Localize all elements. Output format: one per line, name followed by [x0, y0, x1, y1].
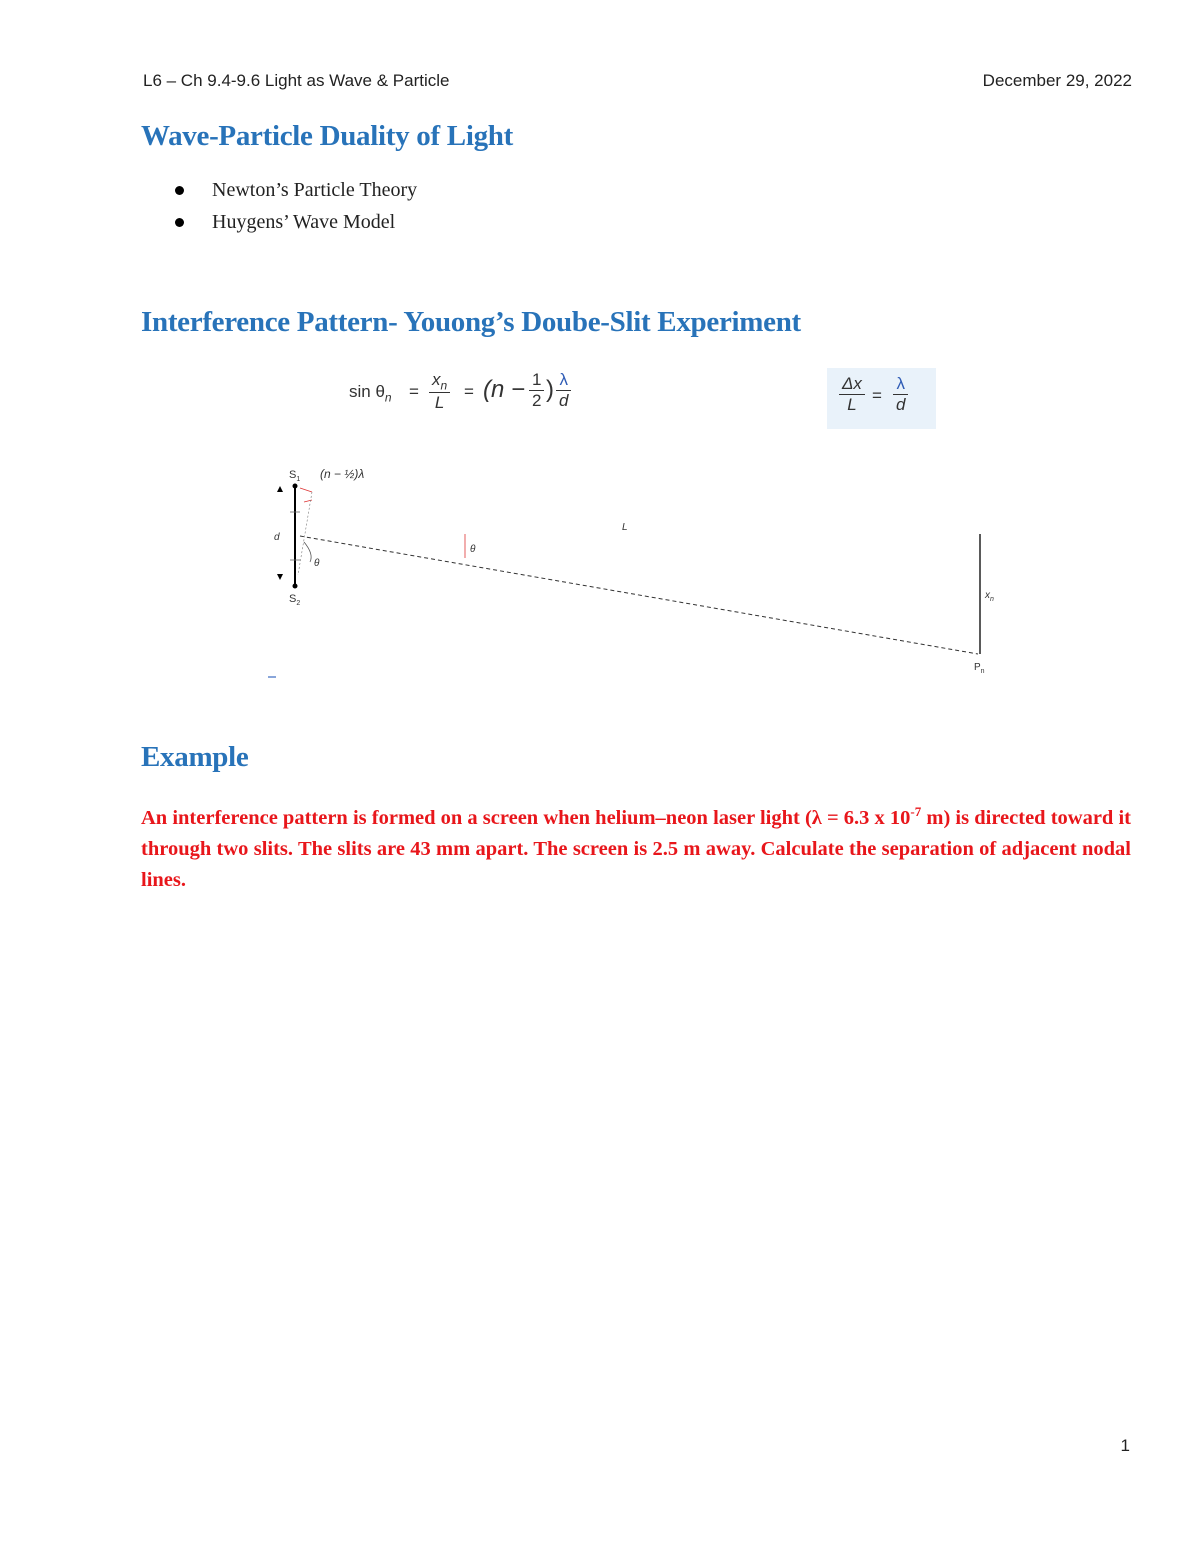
d-arrow-down-icon — [277, 574, 283, 580]
formula-fraction-lambda-d: $\frac{\lambda}{d}$ — [556, 370, 571, 411]
path-difference-marker — [300, 488, 312, 502]
path-difference-label: (n − ½)λ — [320, 467, 365, 481]
formula-fraction-half: $\frac{1}{2}$ — [529, 370, 544, 411]
s2-label: $S_2$ — [289, 593, 301, 607]
s1-label: $S_1$ — [289, 469, 301, 483]
d-label: d — [274, 532, 280, 543]
formula-paren-close: ) — [546, 376, 554, 403]
formula-paren-open: (n − — [483, 376, 526, 403]
bullet-text: Huygens’ Wave Model — [212, 211, 396, 233]
L-label: L — [622, 522, 628, 533]
page-number: 1 — [1120, 1436, 1130, 1455]
formula-equals: = — [872, 386, 882, 405]
section-title-interference: Interference Pattern- Youong’s Doube-Slit Experiment — [141, 306, 801, 338]
formula-equals: = — [409, 382, 419, 401]
formula-fraction-xn-L: $\frac{x_n}{L}$ — [429, 370, 450, 413]
list-item — [141, 206, 417, 238]
bullet-list — [141, 174, 417, 238]
theta-label-1: θ — [314, 558, 320, 569]
d-arrow-up-icon — [277, 486, 283, 492]
formula-lhs: $\sin \theta_n$ — [349, 382, 392, 405]
path-line — [298, 492, 312, 575]
pn-label: $P_n$ — [974, 662, 985, 675]
xn-label: $x_n$ — [985, 590, 994, 603]
header-title: L6 – Ch 9.4-9.6 Light as Wave & Particle — [143, 71, 450, 90]
slit-s2-dot — [293, 584, 298, 589]
formula-fraction-dx-L: $\frac{\Delta x}{L}$ — [839, 374, 865, 415]
theta-arc — [304, 542, 311, 562]
section-title-duality: Wave-Particle Duality of Light — [141, 120, 513, 152]
formula-equals-2: = — [464, 382, 474, 401]
section-title-example: Example — [141, 741, 249, 773]
slit-s1-dot — [293, 484, 298, 489]
ray-to-pn — [300, 536, 978, 654]
formula-separation-box — [827, 368, 936, 429]
formula-sin-theta — [347, 370, 587, 414]
header-date: December 29, 2022 — [982, 71, 1132, 90]
bullet-icon — [175, 218, 184, 227]
double-slit-diagram — [260, 450, 1020, 690]
bullet-icon — [175, 186, 184, 195]
theta-label-2: θ — [470, 544, 476, 555]
formula-fraction-lambda-d: $\frac{\lambda}{d}$ — [893, 374, 908, 415]
list-item — [141, 174, 417, 206]
example-problem-text: An interference pattern is formed on a screen when helium–neon laser light (λ = 6.3 x $10^{-7}$ m) is directed toward it through two slits. The slits are 43 mm apart. The screen is 2.5 m away. Calculate the separation of adjacent nodal lines. — [141, 804, 1131, 891]
bullet-text: Newton’s Particle Theory — [212, 179, 418, 201]
